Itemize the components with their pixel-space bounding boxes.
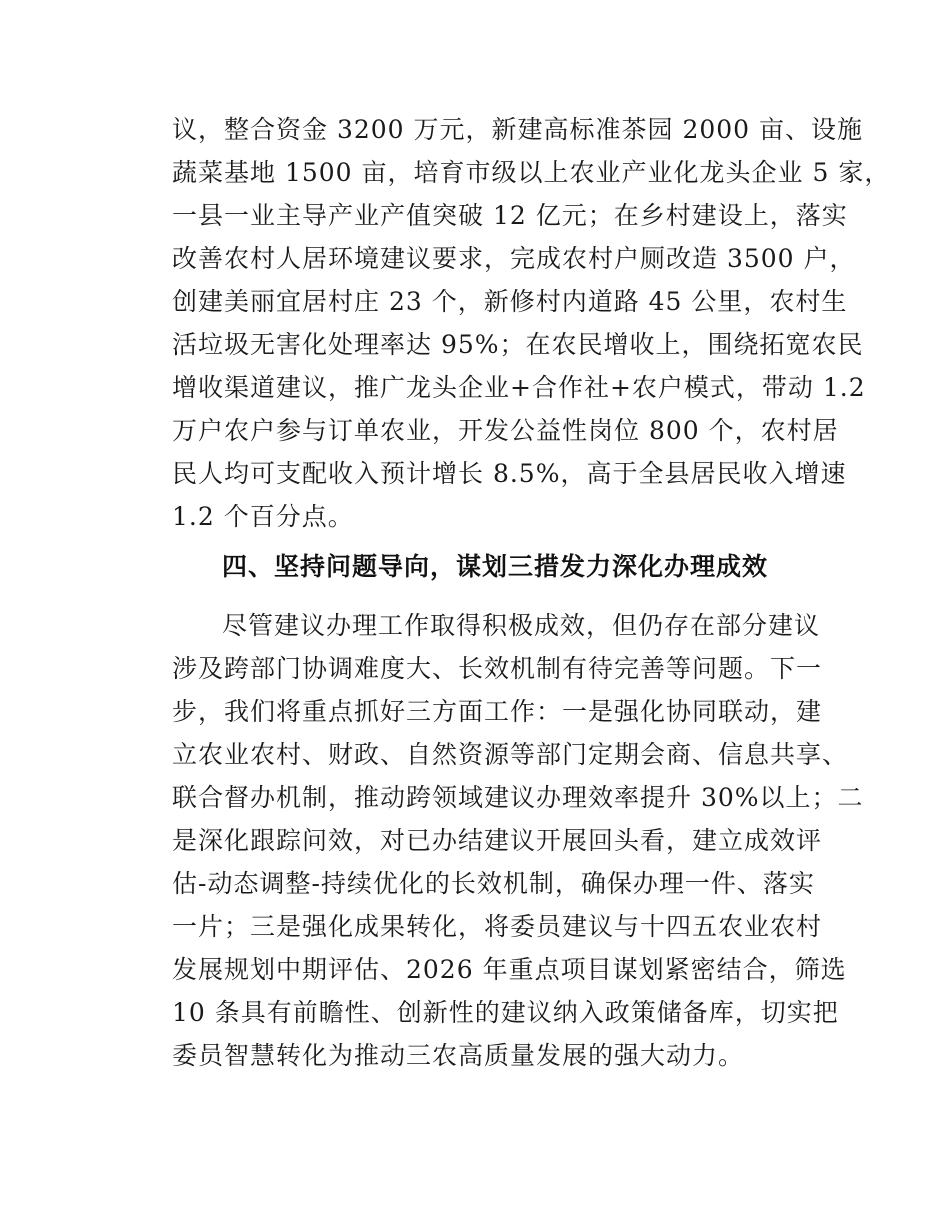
- paragraph-line: 发展规划中期评估、2026 年重点项目谋划紧密结合，筛选: [172, 955, 847, 984]
- paragraph-line: 1.2 个百分点。: [172, 502, 354, 531]
- paragraph-line: 创建美丽宜居村庄 23 个，新修村内道路 45 公里，农村生: [172, 287, 848, 316]
- paragraph-line: 估-动态调整-持续优化的长效机制，确保办理一件、落实: [172, 869, 815, 898]
- paragraph-line: 万户农户参与订单农业，开发公益性岗位 800 个，农村居: [172, 416, 839, 445]
- paragraph-line: 议，整合资金 3200 万元，新建高标准茶园 2000 亩、设施: [172, 115, 864, 144]
- paragraph-line: 联合督办机制，推动跨领域建议办理效率提升 30%以上；二: [172, 783, 864, 812]
- paragraph-line: 活垃圾无害化处理率达 95%；在农民增收上，围绕拓宽农民: [172, 330, 864, 359]
- section-heading: 四、坚持问题导向，谋划三措发力深化办理成效: [222, 552, 769, 581]
- paragraph-line: 是深化跟踪问效，对已办结建议开展回头看，建立成效评: [172, 826, 823, 855]
- paragraph-line: 一县一业主导产业产值突破 12 亿元；在乡村建设上，落实: [172, 201, 848, 230]
- paragraph-line: 尽管建议办理工作取得积极成效，但仍存在部分建议: [222, 611, 821, 640]
- paragraph-line: 增收渠道建议，推广龙头企业+合作社+农户模式，带动 1.2: [172, 373, 866, 402]
- paragraph-line: 立农业农村、财政、自然资源等部门定期会商、信息共享、: [172, 740, 849, 769]
- paragraph-line: 步，我们将重点抓好三方面工作：一是强化协同联动，建: [172, 697, 823, 726]
- paragraph-line: 一片；三是强化成果转化，将委员建议与十四五农业农村: [172, 912, 823, 941]
- paragraph-line: 蔬菜基地 1500 亩，培育市级以上农业产业化龙头企业 5 家，: [172, 158, 891, 187]
- paragraph-line: 委员智慧转化为推动三农高质量发展的强大动力。: [172, 1041, 745, 1070]
- paragraph-line: 涉及跨部门协调难度大、长效机制有待完善等问题。下一: [172, 654, 823, 683]
- paragraph-line: 改善农村人居环境建议要求，完成农村户厕改造 3500 户，: [172, 244, 856, 273]
- paragraph-line: 10 条具有前瞻性、创新性的建议纳入政策储备库，切实把: [172, 998, 839, 1027]
- paragraph-line: 民人均可支配收入预计增长 8.5%，高于全县居民收入增速: [172, 459, 847, 488]
